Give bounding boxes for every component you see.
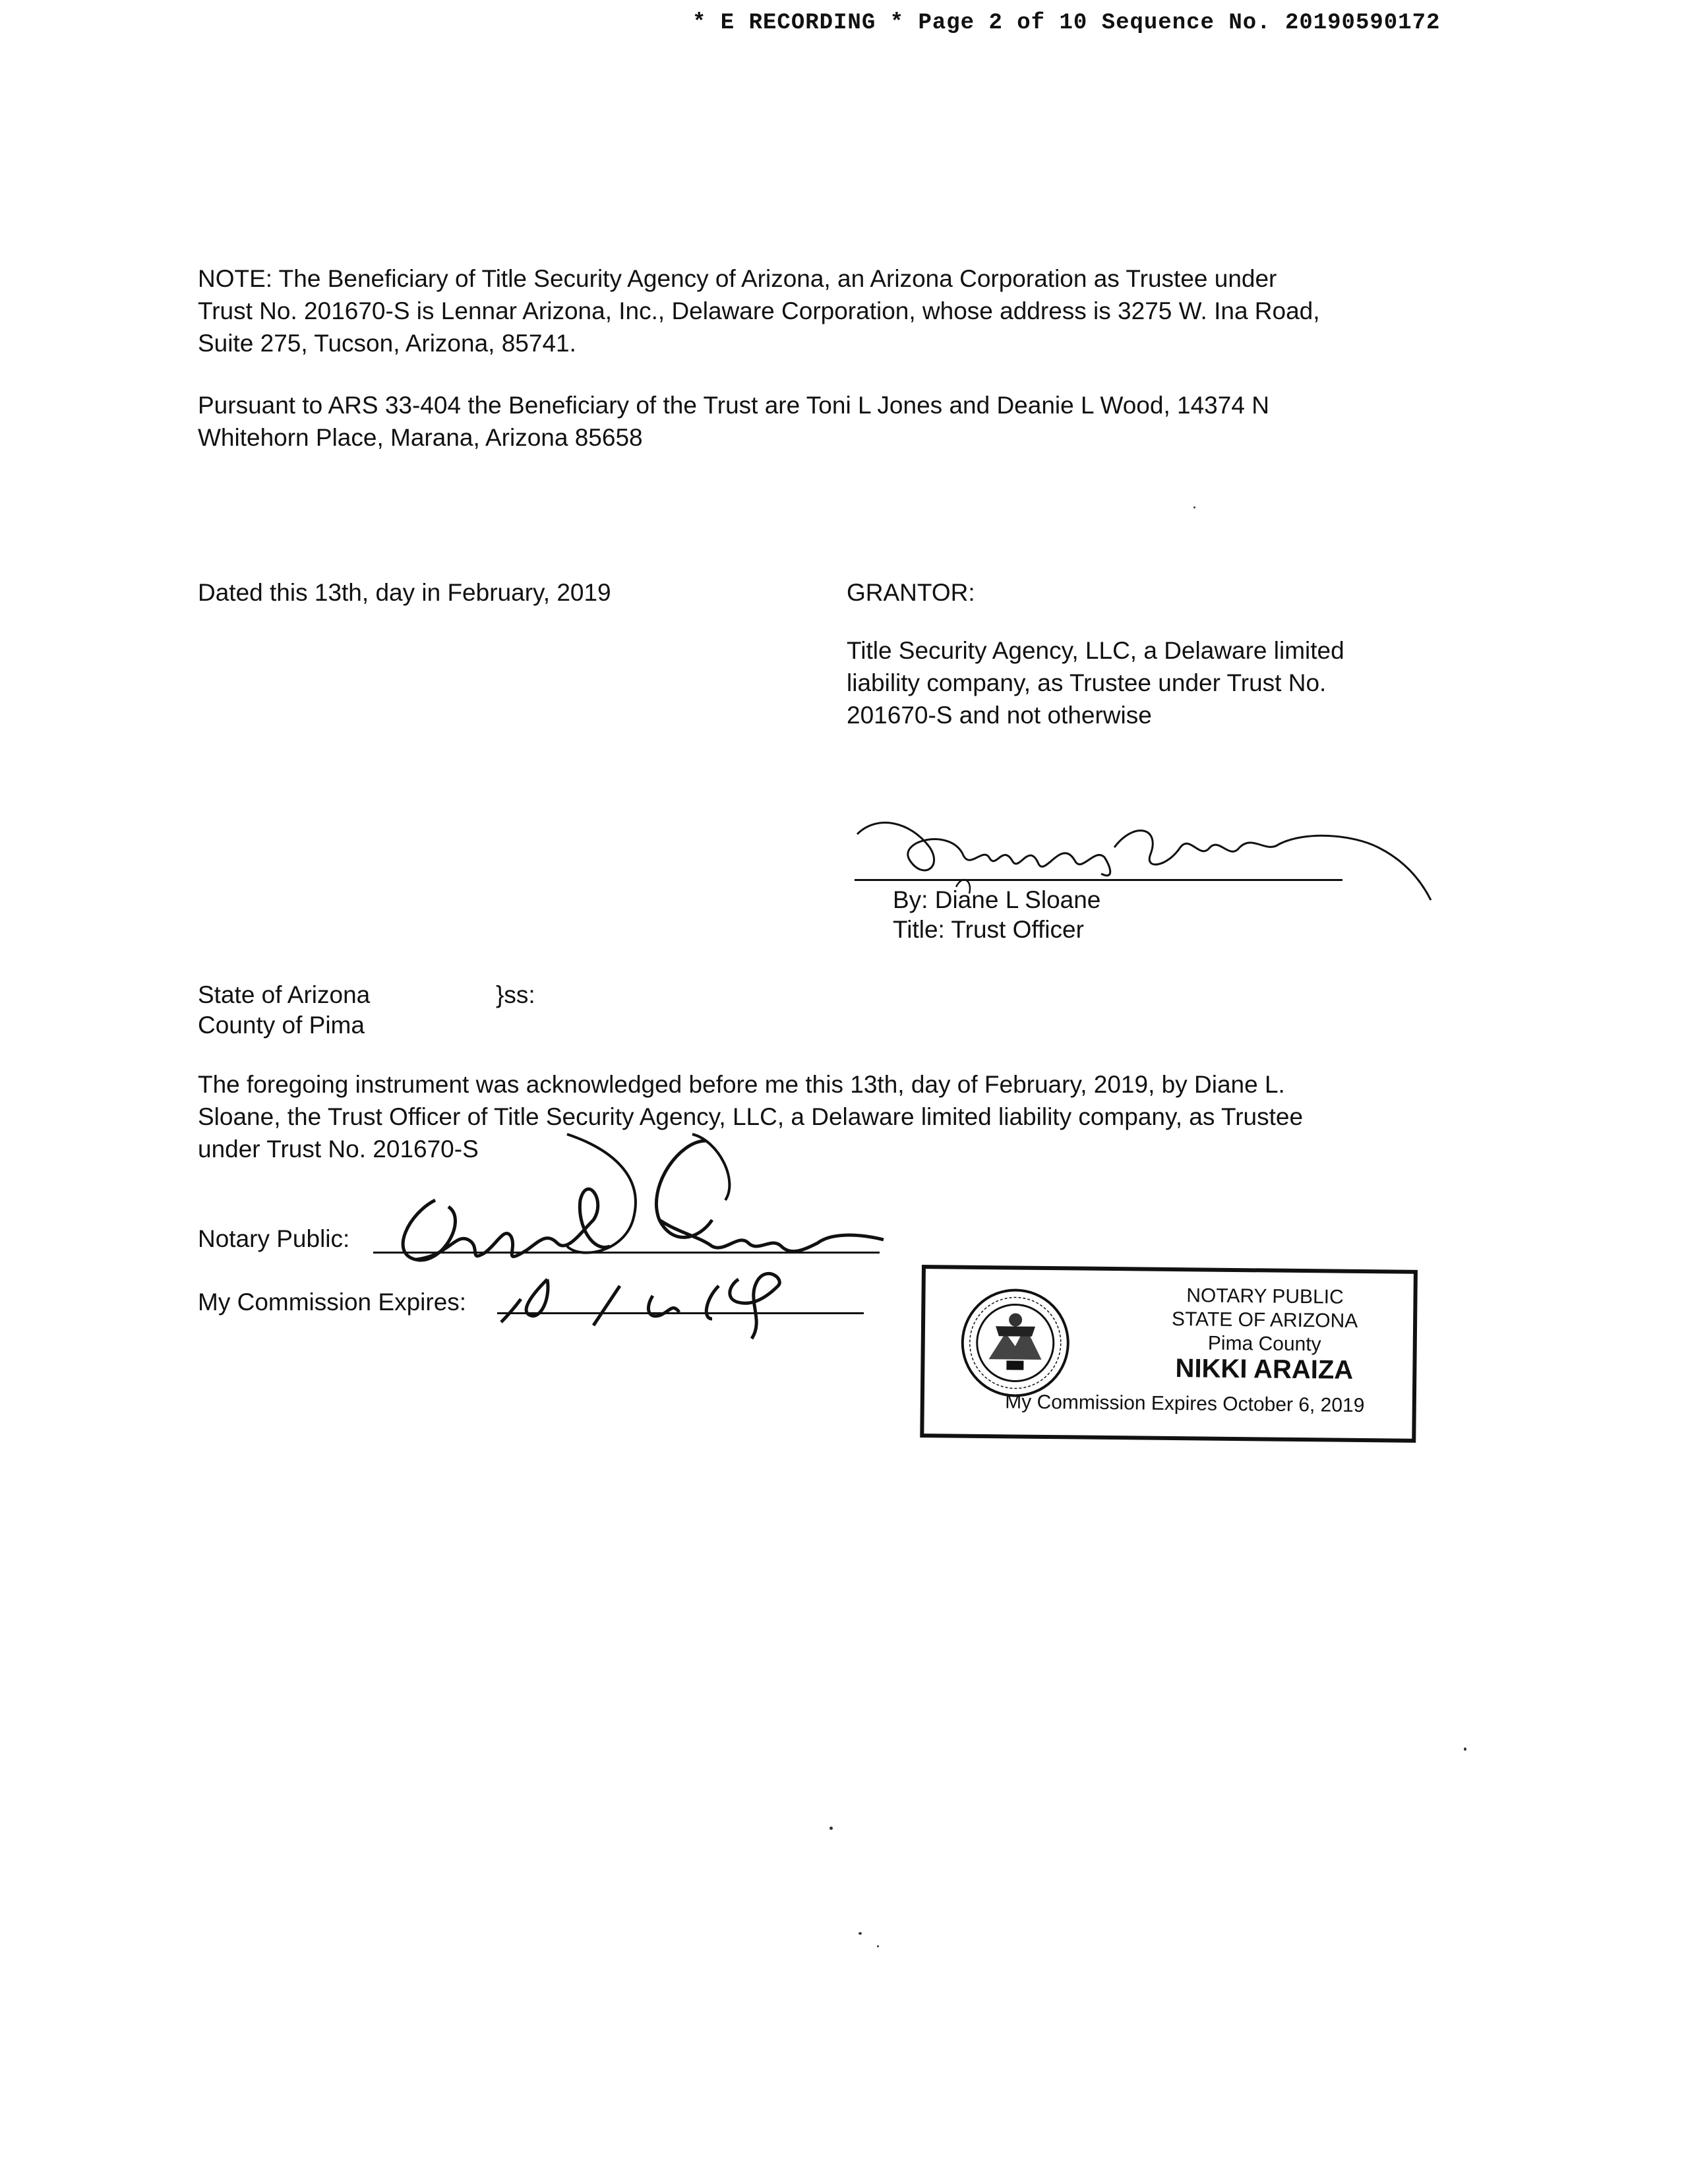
- stamp-line-state: STATE OF ARIZONA: [1171, 1308, 1358, 1332]
- venue-county: County of Pima: [198, 1012, 365, 1039]
- dated-line: Dated this 13th, day in February, 2019: [198, 579, 611, 606]
- venue-ss: }ss:: [496, 981, 535, 1008]
- grantor-heading: GRANTOR:: [847, 579, 975, 606]
- stamp-line-notary-public: NOTARY PUBLIC: [1186, 1285, 1344, 1308]
- stamp-line-county: Pima County: [1207, 1332, 1321, 1356]
- notary-signature: [369, 1121, 897, 1345]
- note-paragraph: NOTE: The Beneficiary of Title Security Agency of Arizona, an Arizona Corporation as Trustee under Trust No. 201670-S is Lennar Arizona, Inc., Delaware Corporation, whose address is 3275 W. Ina Road, Suite 275, Tucson, Arizona, 85741.: [198, 265, 1320, 357]
- pursuant-paragraph: Pursuant to ARS 33-404 the Beneficiary of the Trust are Toni L Jones and Deanie L Wood, 14374 N Whitehorn Place, Marana, Arizona 85658: [198, 392, 1269, 451]
- grantor-by-line: By: Diane L Sloane: [893, 886, 1101, 913]
- commission-expires-label: My Commission Expires:: [198, 1289, 467, 1316]
- notary-stamp: [920, 1265, 1418, 1443]
- grantor-description: Title Security Agency, LLC, a Delaware limited liability company, as Trustee under Trust No. 201670-S and not otherwise: [847, 637, 1344, 729]
- arizona-seal-icon: [959, 1287, 1072, 1400]
- notary-public-label: Notary Public:: [198, 1225, 350, 1252]
- grantor-title-line: Title: Trust Officer: [893, 916, 1084, 943]
- recording-header: * E RECORDING * Page 2 of 10 Sequence No. 20190590172: [692, 11, 1441, 36]
- stamp-expiration: My Commission Expires October 6, 2019: [1005, 1391, 1365, 1417]
- acknowledgment-paragraph: The foregoing instrument was acknowledged before me this 13th, day of February, 2019, by Diane L. Sloane, the Trust Officer of Title Security Agency, LLC, a Delaware limited liability company, as Trustee under Trust No. 201670-S: [198, 1071, 1304, 1163]
- venue-state: State of Arizona: [198, 981, 371, 1008]
- stamp-notary-name: NIKKI ARAIZA: [1175, 1354, 1354, 1385]
